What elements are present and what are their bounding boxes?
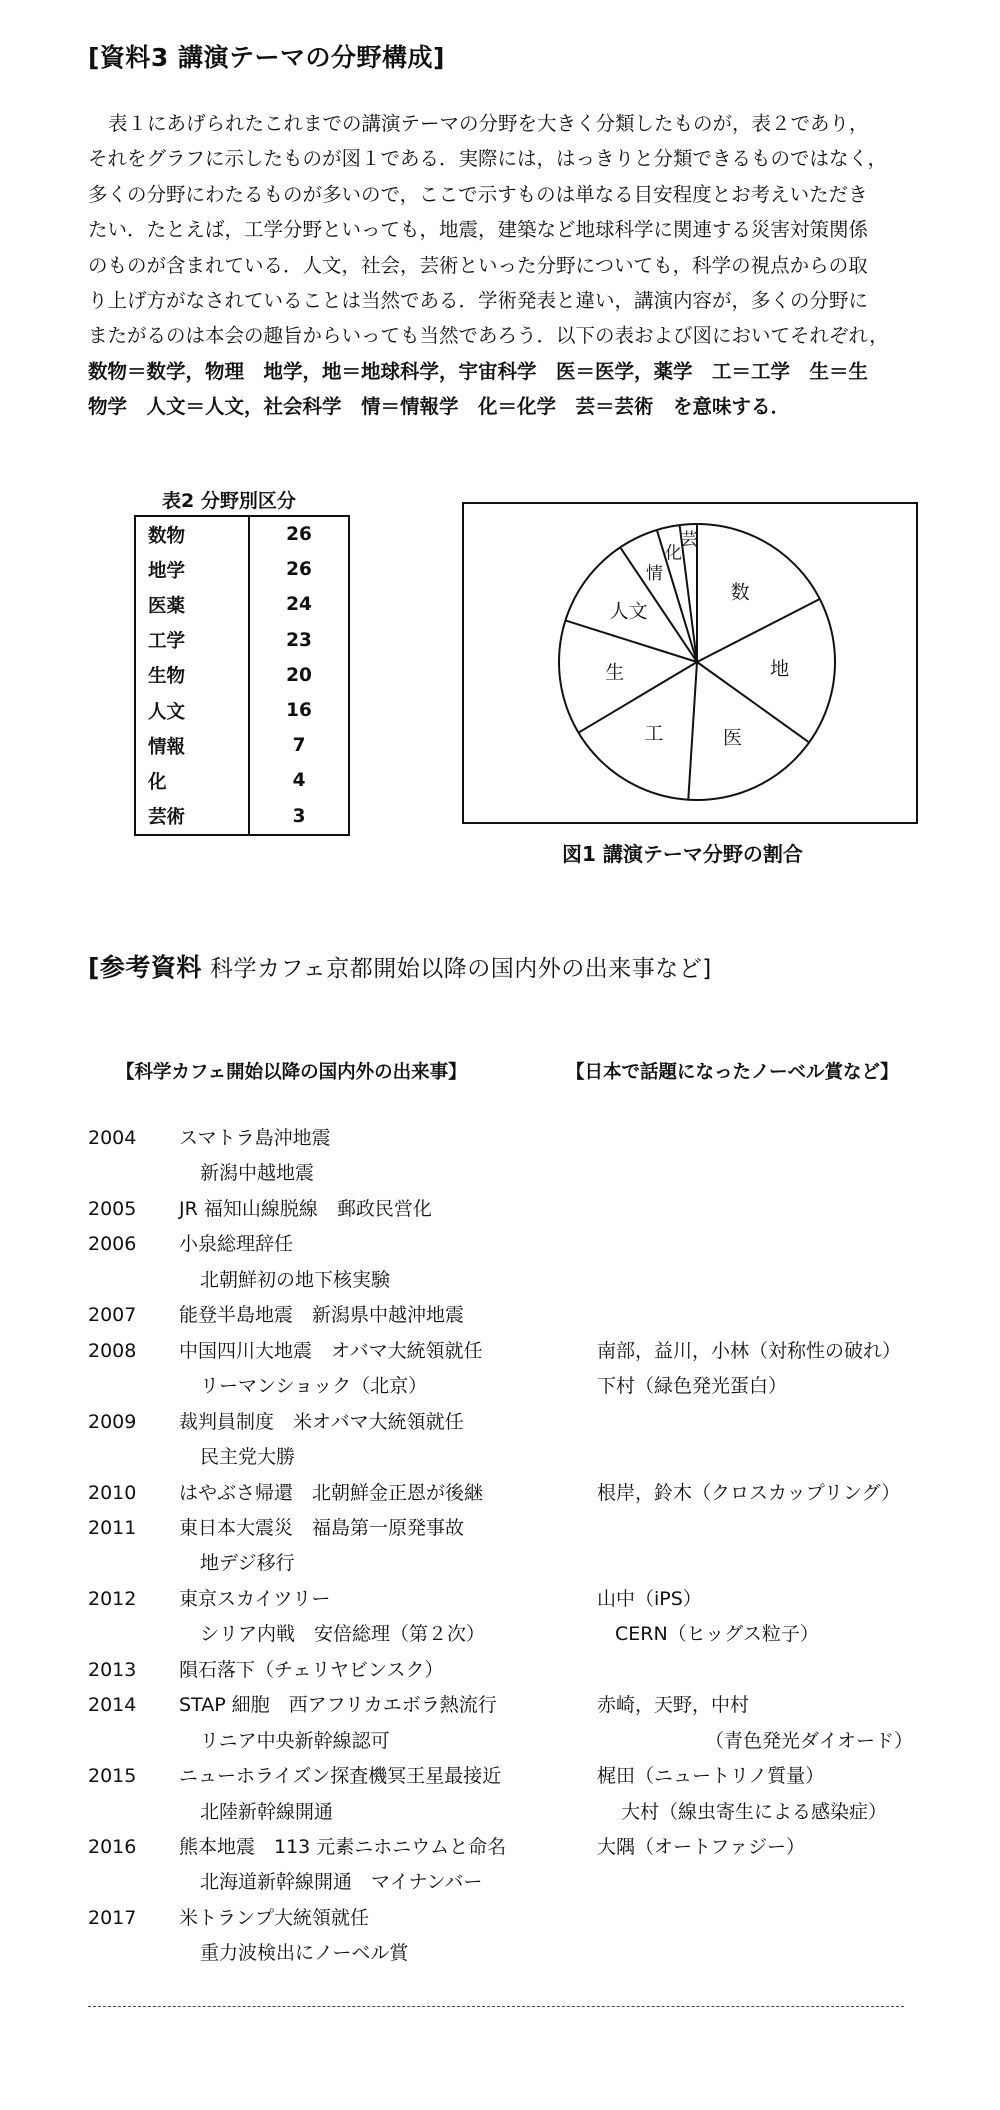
field-count: 7 xyxy=(292,735,306,757)
timeline-year: 2006 xyxy=(88,1233,137,1256)
field-table xyxy=(134,515,350,836)
table-row xyxy=(135,728,349,763)
paragraph-line: たい．たとえば，工学分野といっても，地震，建築など地球科学に関連する災害対策関係 xyxy=(88,218,869,242)
paragraph-line: り上げ方がなされていることは当然である．学術発表と違い，講演内容が，多くの分野に xyxy=(88,289,869,313)
timeline-event: 米トランプ大統領就任 xyxy=(179,1906,370,1929)
dashed-rule xyxy=(88,2006,904,2007)
timeline-event: JR 福知山線脱線 郵政民営化 xyxy=(179,1197,432,1220)
timeline-event: 重力波検出にノーベル賞 xyxy=(200,1942,409,1965)
timeline-event: スマトラ島沖地震 xyxy=(179,1127,331,1149)
field-count: 26 xyxy=(286,559,312,581)
timeline-event: はやぶさ帰還 北朝鮮金正恩が後継 xyxy=(179,1481,484,1504)
timeline-event: 新潟中越地震 xyxy=(200,1162,315,1185)
paragraph-line: のものが含まれている．人文，社会，芸術といった分野についても，科学の視点からの取 xyxy=(88,253,868,277)
field-count: 16 xyxy=(286,700,312,722)
paragraph-line: またがるのは本会の趣旨からいっても当然であろう．以下の表および図においてそれぞれ， xyxy=(88,324,889,348)
timeline-event: 北海道新幹線開通 マイナンバー xyxy=(200,1871,483,1894)
nobel-entry: CERN（ヒッグス粒子） xyxy=(615,1623,819,1646)
timeline-year: 2011 xyxy=(88,1516,137,1539)
field-name: 化 xyxy=(135,763,249,798)
pie-slice-label: 医 xyxy=(722,726,742,749)
timeline-event: 民主党大勝 xyxy=(200,1446,296,1469)
timeline-event: リニア中央新幹線認可 xyxy=(200,1729,390,1752)
timeline-year: 2004 xyxy=(88,1127,137,1149)
timeline-year: 2013 xyxy=(88,1658,137,1681)
field-name: 人文 xyxy=(135,693,249,728)
timeline-event: 東日本大震災 福島第一原発事故 xyxy=(179,1516,465,1539)
timeline-year: 2014 xyxy=(88,1694,137,1717)
field-name: 生物 xyxy=(135,658,249,693)
field-name: 地学 xyxy=(135,552,249,587)
intro-paragraph xyxy=(88,106,918,425)
nobel-entry: 根岸，鈴木（クロスカップリング） xyxy=(597,1481,901,1504)
table-row xyxy=(135,587,349,622)
timeline-event: 北陸新幹線開通 xyxy=(200,1800,334,1823)
nobel-entry: 赤崎，天野，中村 xyxy=(597,1694,750,1717)
table-row xyxy=(135,552,349,587)
field-name: 芸術 xyxy=(135,799,249,835)
table-row xyxy=(135,623,349,658)
reference-title xyxy=(88,948,712,984)
paragraph-line: 数物＝数学，物理 地学，地＝地球科学，宇宙科学 医＝医学，薬学 工＝工学 生＝生 xyxy=(88,359,869,383)
field-name: 数物 xyxy=(135,516,249,552)
reference-title-main: [参考資料 xyxy=(88,953,202,982)
nobel-entry: 梶田（ニュートリノ質量） xyxy=(597,1765,825,1788)
timeline-year: 2015 xyxy=(88,1765,137,1788)
timeline-year: 2017 xyxy=(88,1906,137,1929)
pie-slice-label: 工 xyxy=(644,722,664,745)
table-row xyxy=(135,658,349,693)
timeline-year: 2010 xyxy=(88,1481,137,1504)
nobel-entry: 南部，益川，小林（対称性の破れ） xyxy=(597,1339,902,1362)
timeline-event: 熊本地震 113 元素ニホニウムと命名 xyxy=(179,1836,507,1858)
timeline-event: 北朝鮮初の地下核実験 xyxy=(200,1268,391,1291)
pie-slice-label: 地 xyxy=(770,658,790,681)
paragraph-line: 物学 人文＝人文，社会科学 情＝情報学 化＝化学 芸＝芸術 を意味する． xyxy=(88,395,791,419)
table-row xyxy=(135,763,349,798)
nobel-entry: 下村（緑色発光蛋白） xyxy=(597,1375,788,1398)
field-count: 3 xyxy=(292,805,306,827)
timeline-year: 2009 xyxy=(88,1410,137,1433)
timeline-event: 隕石落下（チェリヤビンスク） xyxy=(179,1658,444,1681)
field-name: 医薬 xyxy=(135,587,249,622)
field-count: 23 xyxy=(286,629,312,651)
nobel-entry: （青色発光ダイオード） xyxy=(705,1729,914,1752)
reference-subtitle: 科学カフェ京都開始以降の国内外の出来事など] xyxy=(209,956,712,982)
pie-slice-label: 化 xyxy=(664,543,682,564)
events-column-header: 【科学カフェ開始以降の国内外の出来事】 xyxy=(116,1062,467,1083)
timeline-event: シリア内戦 安倍総理（第２次） xyxy=(200,1623,486,1646)
pie-slice-label: 人文 xyxy=(609,600,648,623)
paragraph-line: 表１にあげられたこれまでの講演テーマの分野を大きく分類したものが，表２であり， xyxy=(108,112,869,135)
nobel-column-header: 【日本で話題になったノーベル賞など】 xyxy=(566,1062,899,1083)
timeline-event: STAP 細胞 西アフリカエボラ熱流行 xyxy=(179,1694,497,1717)
nobel-entry: 大隅（オートファジー） xyxy=(597,1836,806,1858)
table-row xyxy=(135,516,349,552)
nobel-entry: 山中（iPS） xyxy=(597,1587,702,1610)
field-name: 工学 xyxy=(135,623,249,658)
timeline-year: 2008 xyxy=(88,1339,137,1362)
paragraph-line: それをグラフに示したものが図１である．実際には，はっきりと分類できるものではなく， xyxy=(88,147,888,171)
table-row xyxy=(135,693,349,728)
timeline-event: 小泉総理辞任 xyxy=(179,1233,294,1256)
field-count: 4 xyxy=(292,770,306,792)
section-title: [資料3 講演テーマの分野構成] xyxy=(88,43,445,72)
figure-caption: 図1 講演テーマ分野の割合 xyxy=(562,842,803,866)
timeline-event: 東京スカイツリー xyxy=(179,1587,331,1610)
field-count: 20 xyxy=(286,664,312,686)
timeline-event: リーマンショック（北京） xyxy=(200,1375,428,1398)
timeline-event: 能登半島地震 新潟県中越沖地震 xyxy=(179,1304,465,1327)
pie-slice-label: 生 xyxy=(605,661,625,684)
timeline-event: ニューホライズン探査機冥王星最接近 xyxy=(179,1765,502,1788)
pie-chart-frame xyxy=(462,502,918,824)
pie-slice-label: 数 xyxy=(730,581,750,604)
timeline-event: 地デジ移行 xyxy=(200,1552,295,1575)
table-row xyxy=(135,799,349,835)
timeline-year: 2012 xyxy=(88,1587,137,1610)
field-count: 24 xyxy=(286,594,312,616)
paragraph-line: 多くの分野にわたるものが多いので，ここで示すものは単なる目安程度とお考えいただき xyxy=(88,182,868,206)
pie-slice-label: 芸 xyxy=(680,530,698,551)
pie-slice-label: 情 xyxy=(645,564,663,585)
timeline-year: 2005 xyxy=(88,1197,137,1220)
timeline-year: 2007 xyxy=(88,1304,137,1327)
timeline-event: 中国四川大地震 オバマ大統領就任 xyxy=(179,1339,483,1362)
field-name: 情報 xyxy=(135,728,249,763)
timeline-year: 2016 xyxy=(88,1836,137,1858)
field-count: 26 xyxy=(286,524,312,546)
nobel-entry: 大村（線虫寄生による感染症） xyxy=(621,1800,888,1823)
timeline-event: 裁判員制度 米オバマ大統領就任 xyxy=(179,1410,464,1433)
table-title: 表2 分野別区分 xyxy=(162,490,296,512)
pie-chart xyxy=(464,504,916,822)
